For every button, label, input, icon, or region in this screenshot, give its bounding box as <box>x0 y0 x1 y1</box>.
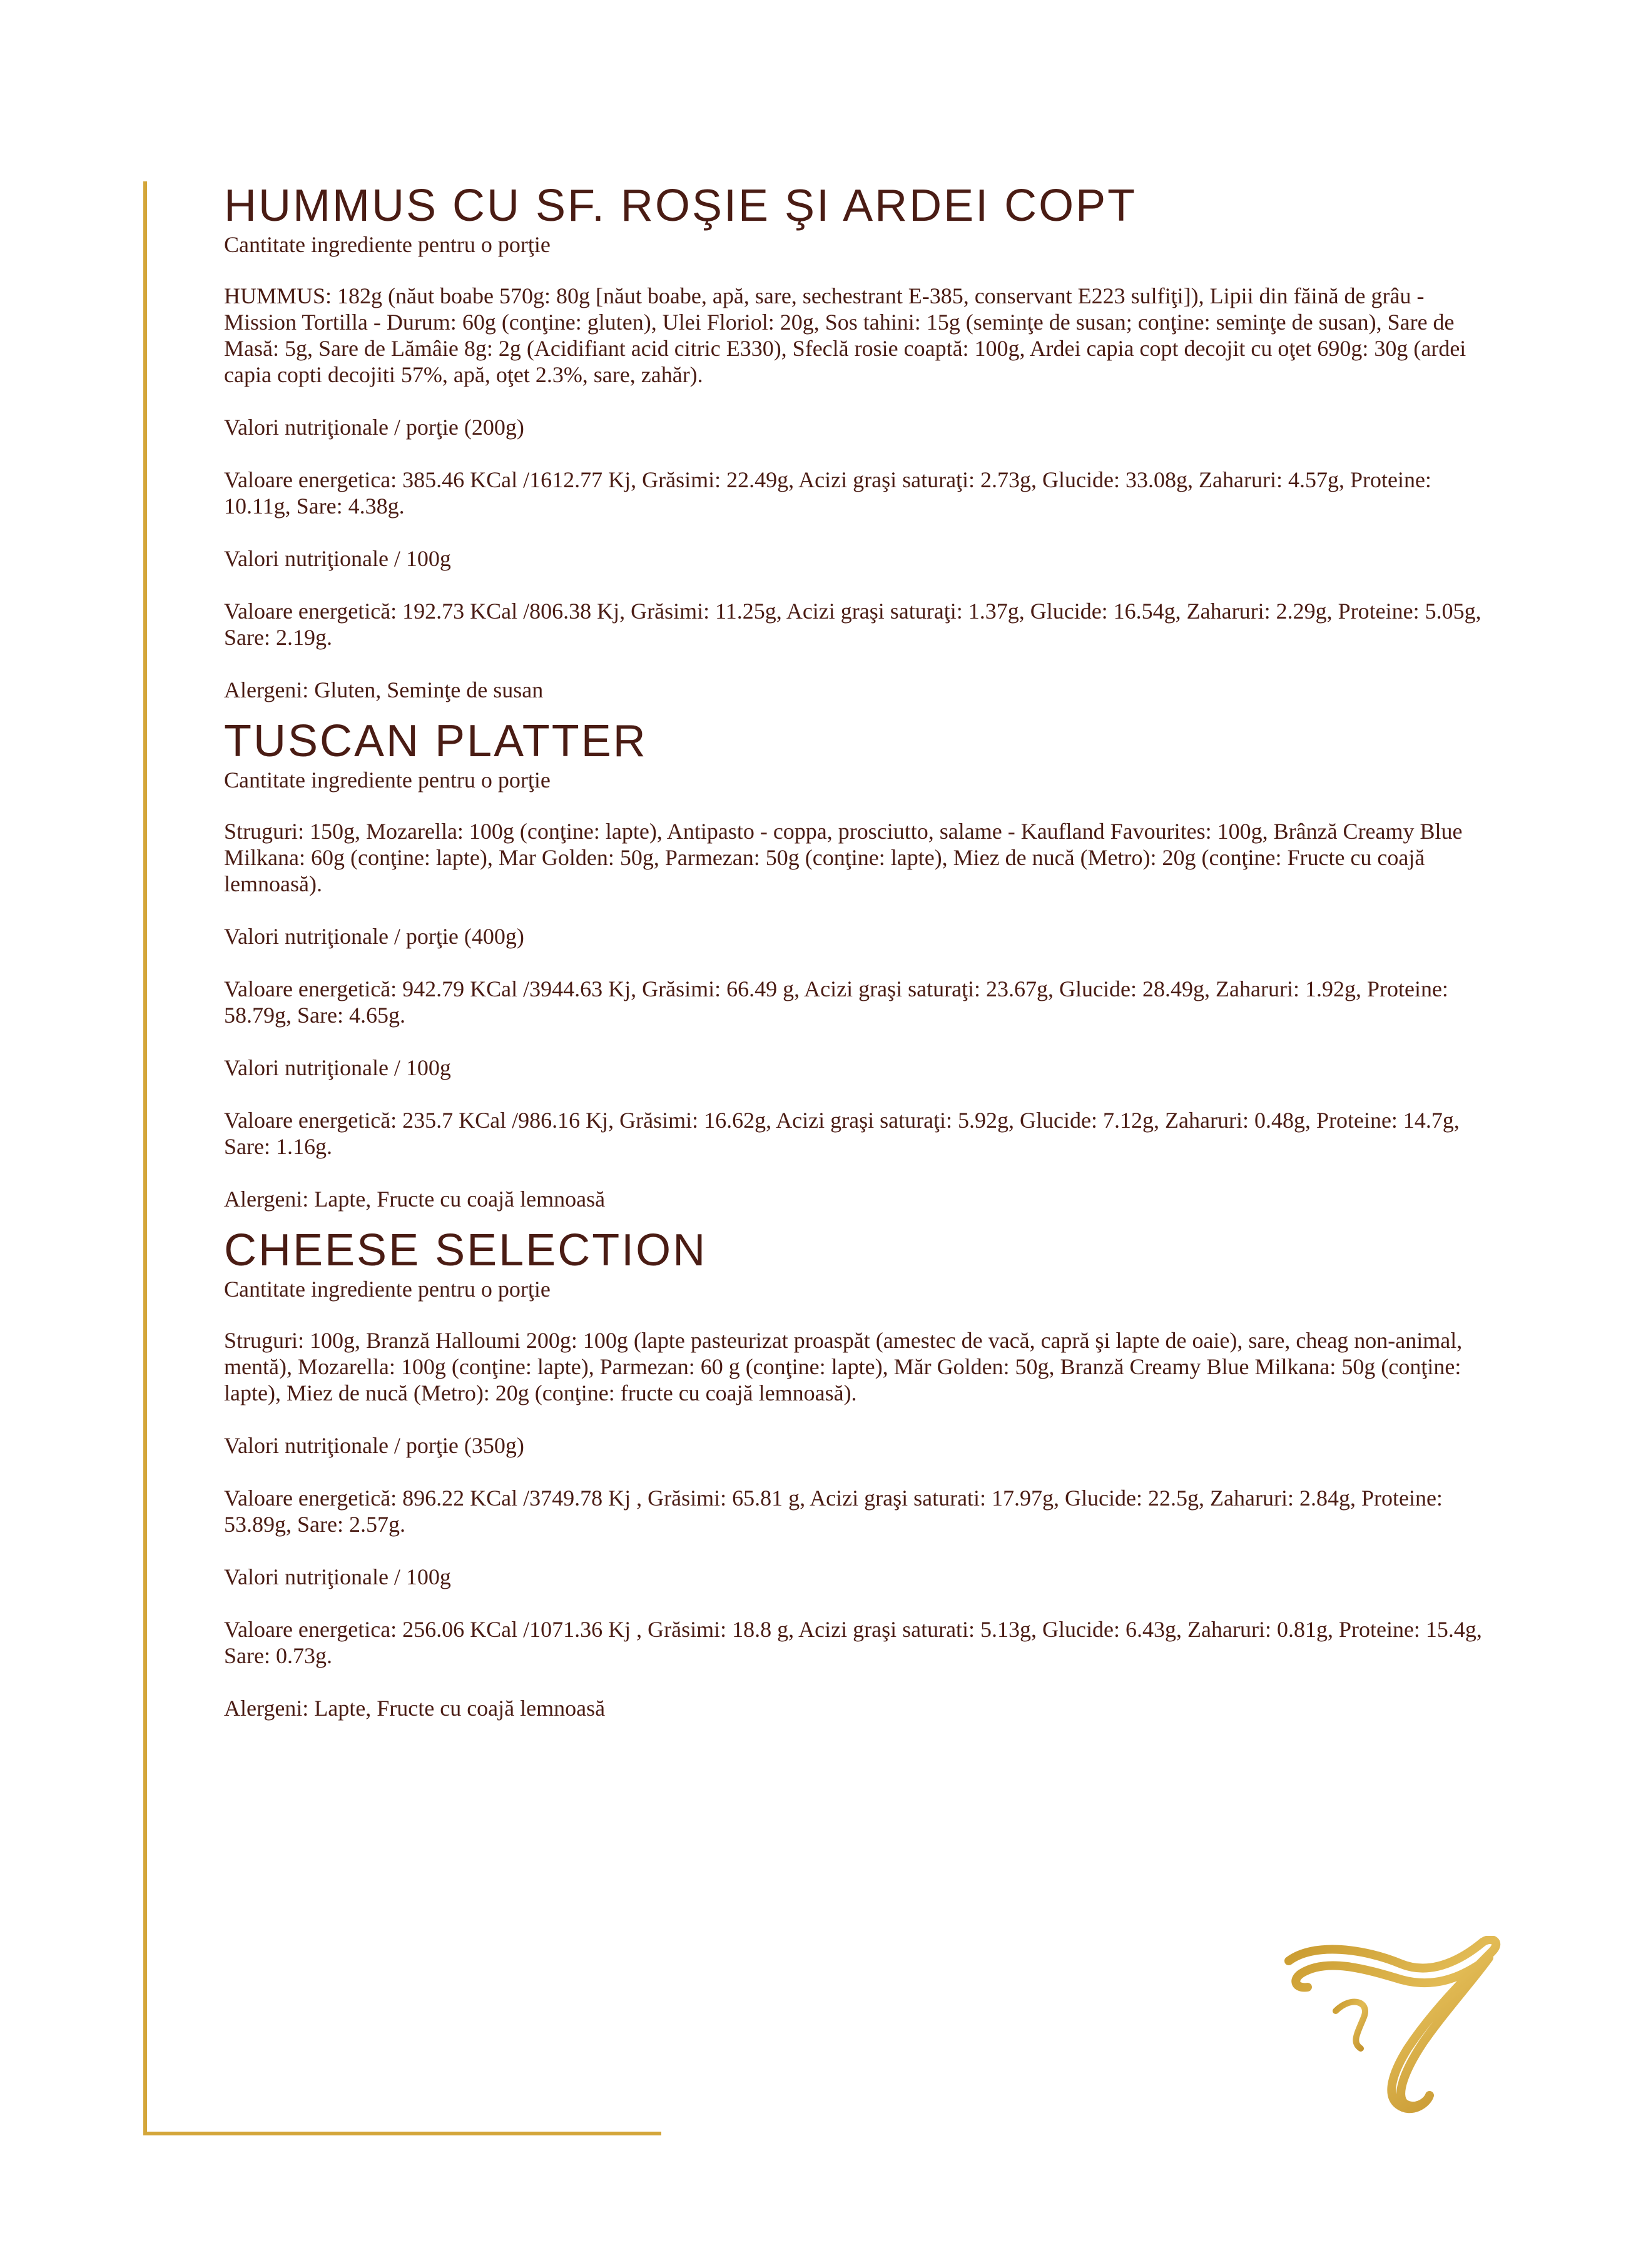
gold-frame-vertical-line <box>143 181 147 2135</box>
menu-section-hummus <box>224 180 1488 703</box>
per100-nutrition-values: Valoare energetica: 256.06 KCal /1071.36 Kj , Grăsimi: 18.8 g, Acizi graşi saturati: 5.13g, Glucide: 6.43g, Zaharuri: 0.81g, Proteine: 15.4g, Sare: 0.73g. <box>224 1617 1482 1668</box>
per100-nutrition-values: Valoare energetică: 192.73 KCal /806.38 Kj, Grăsimi: 11.25g, Acizi graşi saturaţi: 1.37g, Glucide: 16.54g, Zaharuri: 2.29g, Proteine: 5.05g, Sare: 2.19g. <box>224 599 1481 650</box>
gold-frame-bottom-line <box>143 2132 661 2135</box>
section-title: HUMMUS CU SF. ROŞIE ŞI ARDEI COPT <box>224 181 1137 231</box>
portion-nutrition-values: Valoare energetica: 385.46 KCal /1612.77 Kj, Grăsimi: 22.49g, Acizi graşi saturaţi: 2.73g, Glucide: 33.08g, Zaharuri: 4.57g, Proteine: 10.11g, Sare: 4.38g. <box>224 467 1431 519</box>
section-title: TUSCAN PLATTER <box>224 716 648 766</box>
portion-nutrition-label: Valori nutriţionale / porţie (200g) <box>224 415 524 440</box>
ingredients-text: Struguri: 100g, Branză Halloumi 200g: 100g (lapte pasteurizat proaspăt (amestec de vacă, capră şi lapte de oaie), sare, cheag non-animal, mentă), Mozarella: 100g (conţine: lapte), Parmezan: 60 g (conţine: lapte), Măr Golden: 50g, Branză Creamy Blue Milkana: 50g (conţine: lapte), Miez de nucă (Metro): 20g (conţine: fructe cu coajă lemnoasă). <box>224 1328 1463 1405</box>
portion-nutrition-values: Valoare energetică: 896.22 KCal /3749.78 Kj , Grăsimi: 65.81 g, Acizi graşi saturati: 17.97g, Glucide: 22.5g, Zaharuri: 2.84g, Proteine: 53.89g, Sare: 2.57g. <box>224 1486 1443 1537</box>
allergens-text: Alergeni: Gluten, Seminţe de susan <box>224 677 544 702</box>
gold-script-monogram-icon <box>1276 1936 1514 2117</box>
menu-section-tuscan-platter <box>224 716 1488 1212</box>
menu-content <box>224 180 1488 1748</box>
per100-nutrition-label: Valori nutriţionale / 100g <box>224 546 451 571</box>
section-subtitle: Cantitate ingrediente pentru o porţie <box>224 232 551 257</box>
allergens-text: Alergeni: Lapte, Fructe cu coajă lemnoasă <box>224 1696 606 1721</box>
portion-nutrition-label: Valori nutriţionale / porţie (350g) <box>224 1433 524 1458</box>
ingredients-text: HUMMUS: 182g (năut boabe 570g: 80g [năut boabe, apă, sare, sechestrant E-385, conservant E223 sulfiţi]), Lipii din făină de grâu - Mission Tortilla - Durum: 60g (conţine: gluten), Ulei Floriol: 20g, Sos tahini: 15g (seminţe de susan; conţine: seminţe de susan), Sare de Masă: 5g, Sare de Lămâie 8g: 2g (Acidifiant acid citric E330), Sfeclă rosie coaptă: 100g, Ardei capia copt decojit cu oţet 690g: 30g (ardei capia copti decojiti 57%, apă, oţet 2.3%, sare, zahăr). <box>224 283 1466 387</box>
per100-nutrition-label: Valori nutriţionale / 100g <box>224 1055 451 1080</box>
per100-nutrition-values: Valoare energetică: 235.7 KCal /986.16 Kj, Grăsimi: 16.62g, Acizi graşi saturaţi: 5.92g, Glucide: 7.12g, Zaharuri: 0.48g, Proteine: 14.7g, Sare: 1.16g. <box>224 1108 1460 1159</box>
section-subtitle: Cantitate ingrediente pentru o porţie <box>224 767 551 792</box>
per100-nutrition-label: Valori nutriţionale / 100g <box>224 1564 451 1589</box>
ingredients-text: Struguri: 150g, Mozarella: 100g (conţine: lapte), Antipasto - coppa, prosciutto, salame - Kaufland Favourites: 100g, Brânză Creamy Blue Milkana: 60g (conţine: lapte), Mar Golden: 50g, Parmezan: 50g (conţine: lapte), Miez de nucă (Metro): 20g (conţine: Fructe cu coajă lemnoasă). <box>224 819 1463 896</box>
menu-section-cheese-selection <box>224 1225 1488 1721</box>
allergens-text: Alergeni: Lapte, Fructe cu coajă lemnoasă <box>224 1187 606 1212</box>
portion-nutrition-label: Valori nutriţionale / porţie (400g) <box>224 924 524 949</box>
section-subtitle: Cantitate ingrediente pentru o porţie <box>224 1277 551 1302</box>
section-title: CHEESE SELECTION <box>224 1225 708 1275</box>
portion-nutrition-values: Valoare energetică: 942.79 KCal /3944.63 Kj, Grăsimi: 66.49 g, Acizi graşi saturaţi: 23.67g, Glucide: 28.49g, Zaharuri: 1.92g, Proteine: 58.79g, Sare: 4.65g. <box>224 976 1448 1028</box>
